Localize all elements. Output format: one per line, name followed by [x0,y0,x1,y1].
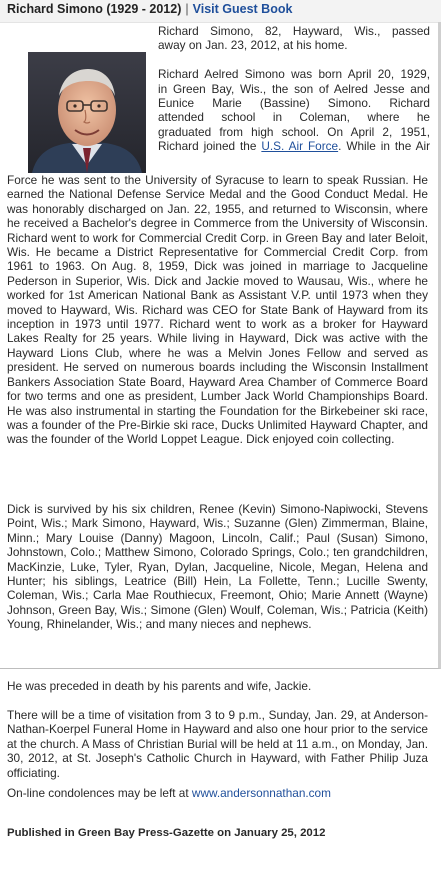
airforce-line [158,139,430,153]
portrait-photo [28,52,146,173]
condolences-text: On-line condolences may be left at [7,786,192,800]
deceased-name: Richard Simono (1929 - 2012) [7,2,182,16]
condolences-paragraph [7,786,428,800]
publication-credit: Published in Green Bay Press-Gazette on January 25, 2012 [7,827,326,839]
intro-line: Richard Simono, 82, Hayward, Wis., passed [158,24,430,38]
title-separator: | [185,2,189,16]
header-bar [0,0,441,23]
paragraph-gap [158,53,430,67]
intro-line: attended school in Coleman, where he [158,110,430,125]
intro-block [158,24,430,154]
visit-guest-book-link[interactable]: Visit Guest Book [192,2,293,16]
intro-line: in Green Bay, Wis., the son of Aelred Jesse and [158,81,430,96]
intro-line: Richard Aelred Simono was born April 20, 1929, [158,67,430,82]
biography-paragraph: Force he was sent to the University of Syracuse to learn to speak Russian. He earned the National Defense Service Medal and the Good Conduct Medal. He was honorably discharged on Jan. 22, 1955, and returned to Wisconsin, where he received a Bachelor's degree in Commerce from the University of Wisconsin. Richard went to work for Commercial Credit Corp. in Green Bay and later Beloit, Wis. He became a District Representative for Commercial Credit Corp. from 1961 to 1963. On Aug. 8, 1959, Dick was joined in marriage to Jacqueline Pederson in Superior, Wis. Dick and Jackie moved to Wausau, Wis., where he worked for 1st American National Bank as Assistant V.P. until 1973 when they moved to Hayward, Wis. Richard was CEO for State Bank of Hayward from its inception in 1973 until 1977. Richard went to work as a broker for Hayward Lakes Realty for 25 years. While living in Hayward, Dick was active with the Hayward Lions Club, where he was a Melvin Jones Fellow and served as president. He served on numerous boards including the Wisconsin Installment Bankers Association State Board, Hayward Area Chamber of Commerce Board for two terms and one as president, Lumber Jack World Championships Board. He was also instrumental in starting the Foundation for the Birkebeiner ski race, was a founder of the Pre-Birkie ski race, Ducks Unlimited Hayward Chapter, and was the founder of the World Loppet League. Dick enjoyed coin collecting. [7,173,428,447]
airforce-suffix: . While in the Air [338,139,430,154]
intro-line: Eunice Marie (Bassine) Simono. Richard [158,96,430,111]
funeral-home-website-link[interactable]: www.andersonnathan.com [191,786,331,800]
visitation-paragraph: There will be a time of visitation from 3 to 9 p.m., Sunday, Jan. 29, at Anderson-Nathan-Koerpel Funeral Home in Hayward and also one hour prior to the service at the church. A Mass of Christian Burial will be held at 11 a.m., on Monday, Jan. 30, 2012, at St. Joseph's Catholic Church in Hayward, with Father Philip Juza officiating. [7,708,428,780]
intro-line: away on Jan. 23, 2012, at his home. [158,38,348,53]
us-air-force-link[interactable]: U.S. Air Force [261,139,339,154]
airforce-prefix: Richard joined the [158,139,262,154]
obituary-title [7,2,292,16]
survived-by-paragraph: Dick is survived by his six children, Renee (Kevin) Simono-Napiwocki, Stevens Point, Wis.; Mark Simono, Hayward, Wis.; Suzanne (Glen) Zimmerman, Blaine, Minn.; Mary Louise (Danny) Magoon, Lincoln, Calif.; Paul (Susan) Simono, Johnstown, Colo.; Matthew Simono, Colorado Springs, Colo.; ten grandchildren, MacKinzie, Luke, Tyler, Ryan, Dylan, Jacqueline, Nicole, Megan, Helena and Hunter; his siblings, Leatrice (Bill) Hein, La Follette, Tenn.; Lucille Swenty, Coleman, Wis.; Carla Mae Routhiecux, Freemont, Ohio; Marie Annett (Wayne) Johnson, Green Bay, Wis.; Simone (Glen) Woulf, Coleman, Wis.; Patricia (Keith) Young, Rhinelander, Wis.; and many nieces and nephews. [7,502,428,632]
preceded-paragraph: He was preceded in death by his parents and wife, Jackie. [7,679,312,693]
intro-line: graduated from high school. On April 2, 1951, [158,124,430,139]
